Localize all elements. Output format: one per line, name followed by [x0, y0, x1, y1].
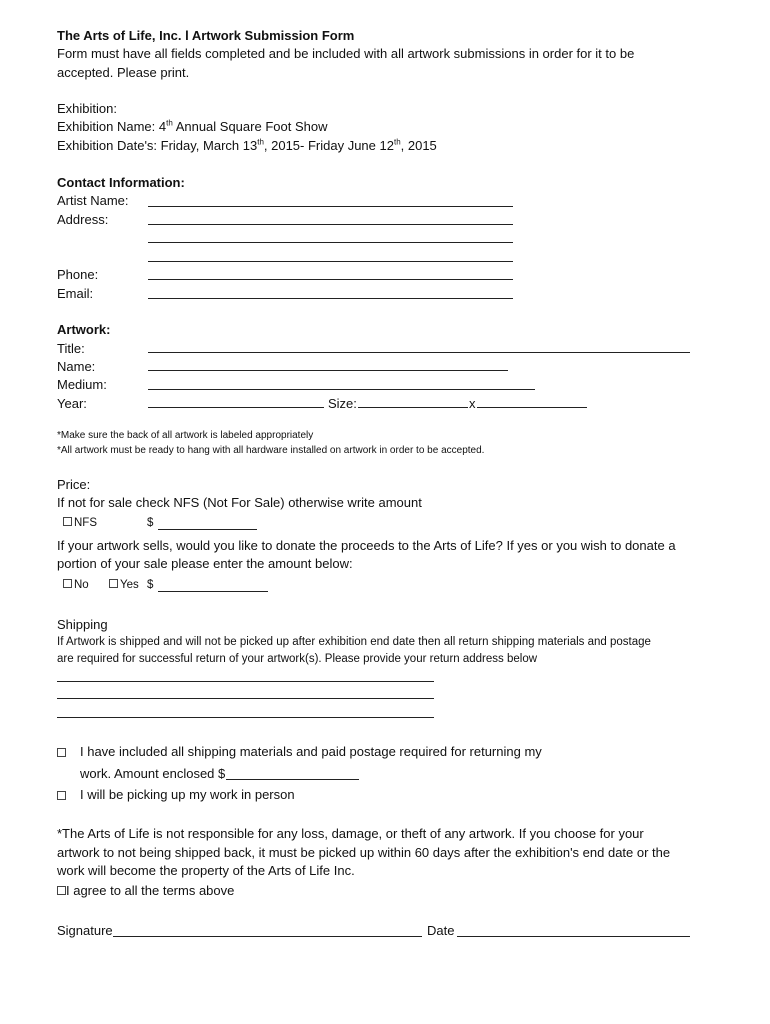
artwork-note-1: *Make sure the back of all artwork is labeled appropriately	[57, 430, 314, 441]
shipping-text-line-1: If Artwork is shipped and will not be picked up after exhibition end date then all return shipping materials and postage	[57, 636, 651, 648]
shipping-text-line-2: are required for successful return of your artwork(s). Please provide your return address below	[57, 653, 538, 665]
address-underline-2	[148, 242, 513, 243]
phone-label: Phone:	[57, 267, 99, 282]
artwork-note-2: *All artwork must be ready to hang with all hardware installed on artwork in order to be accepted.	[57, 445, 485, 456]
artwork-year-field[interactable]	[148, 393, 324, 407]
donate-no-checkbox[interactable]	[63, 579, 72, 588]
exhibition-name: Exhibition Name: 4th Annual Square Foot Show	[57, 118, 328, 134]
artwork-heading: Artwork:	[57, 322, 111, 337]
artwork-name-label: Name:	[57, 359, 96, 374]
terms-text-line-1: *The Arts of Life is not responsible for any loss, damage, or theft of any artwork. If you choose for your	[57, 826, 644, 841]
return-address-field-2[interactable]	[57, 684, 434, 698]
artist-name-label: Artist Name:	[57, 193, 129, 208]
return-address-underline-2	[57, 698, 434, 699]
email-underline	[148, 298, 513, 299]
donate-yes-checkbox[interactable]	[109, 579, 118, 588]
donate-yes-label: Yes	[120, 579, 139, 591]
exhibition-dates: Exhibition Date's: Friday, March 13th, 2015- Friday June 12th, 2015	[57, 137, 437, 153]
amount-enclosed-underline	[226, 779, 359, 780]
return-address-field-1[interactable]	[57, 667, 434, 681]
donate-no-label: No	[74, 579, 89, 591]
artwork-title-underline	[148, 352, 690, 353]
signature-label: Signature	[57, 923, 113, 938]
artwork-size-width-underline	[358, 407, 468, 408]
amount-enclosed-field[interactable]	[226, 765, 359, 779]
agree-terms-label: I agree to all the terms above	[66, 883, 235, 898]
email-label: Email:	[57, 286, 94, 301]
artwork-name-underline	[148, 370, 508, 371]
phone-underline	[148, 279, 513, 280]
donate-text-line-1: If your artwork sells, would you like to donate the proceeds to the Arts of Life? If yes or you wish to donate a	[57, 538, 676, 553]
shipping-heading: Shipping	[57, 617, 108, 632]
donate-amount-field[interactable]	[158, 577, 268, 591]
return-address-field-3[interactable]	[57, 703, 434, 717]
price-dollar-sign: $	[147, 517, 154, 529]
pickup-in-person-checkbox[interactable]	[57, 791, 66, 800]
artwork-medium-label: Medium:	[57, 377, 107, 392]
nfs-label: NFS	[74, 517, 97, 529]
signature-underline	[113, 936, 422, 937]
nfs-checkbox[interactable]	[63, 517, 72, 526]
price-amount-underline	[158, 529, 257, 530]
artwork-title-label: Title:	[57, 341, 85, 356]
shipping-included-text-line-1: I have included all shipping materials and paid postage required for returning my	[80, 744, 542, 759]
artist-name-field[interactable]	[148, 192, 513, 206]
intro-text-line-2: accepted. Please print.	[57, 65, 190, 80]
return-address-underline-3	[57, 717, 434, 718]
address-field-line-3[interactable]	[148, 247, 513, 261]
shipping-included-text-line-2: work. Amount enclosed $	[80, 766, 226, 781]
date-label: Date	[427, 923, 455, 938]
donate-dollar-sign: $	[147, 579, 154, 591]
artist-name-underline	[148, 206, 513, 207]
agree-terms-row[interactable]	[57, 883, 234, 899]
artwork-medium-field[interactable]	[148, 375, 535, 389]
donate-text-line-2: portion of your sale please enter the amount below:	[57, 556, 353, 571]
artwork-size-x: x	[469, 396, 476, 411]
artwork-title-field[interactable]	[148, 338, 690, 352]
artwork-year-underline	[148, 407, 324, 408]
nfs-checkbox-row[interactable]	[63, 516, 97, 531]
price-heading: Price:	[57, 477, 91, 492]
artwork-name-field[interactable]	[148, 356, 508, 370]
artwork-medium-underline	[148, 389, 535, 390]
address-underline-3	[148, 261, 513, 262]
address-field-line-2[interactable]	[148, 228, 513, 242]
signature-field[interactable]	[113, 922, 422, 936]
email-field[interactable]	[148, 284, 513, 298]
return-address-underline-1	[57, 681, 434, 682]
donate-amount-underline	[158, 591, 268, 592]
address-field-line-1[interactable]	[148, 210, 513, 224]
artwork-size-label: Size:	[328, 396, 357, 411]
donate-no-row[interactable]	[63, 578, 89, 593]
terms-text-line-2: artwork to not being shipped back, it must be picked up within 60 days after the exhibition's end date or the	[57, 845, 671, 860]
terms-text-line-3: work will become the property of the Arts of Life Inc.	[57, 863, 355, 878]
intro-text-line-1: Form must have all fields completed and be included with all artwork submissions in order for it to be	[57, 46, 635, 61]
contact-heading: Contact Information:	[57, 175, 185, 190]
artwork-year-label: Year:	[57, 396, 87, 411]
artwork-size-height-field[interactable]	[477, 393, 587, 407]
address-label: Address:	[57, 212, 109, 227]
shipping-included-checkbox[interactable]	[57, 748, 66, 757]
donate-yes-row[interactable]	[109, 578, 139, 593]
price-amount-field[interactable]	[158, 515, 257, 529]
address-underline-1	[148, 224, 513, 225]
date-underline	[457, 936, 690, 937]
price-instruction: If not for sale check NFS (Not For Sale) otherwise write amount	[57, 495, 422, 510]
agree-terms-checkbox[interactable]	[57, 886, 66, 895]
exhibition-heading: Exhibition:	[57, 101, 117, 116]
artwork-size-height-underline	[477, 407, 587, 408]
date-field[interactable]	[457, 922, 690, 936]
pickup-in-person-text: I will be picking up my work in person	[80, 787, 295, 802]
artwork-size-width-field[interactable]	[358, 393, 468, 407]
form-title: The Arts of Life, Inc. l Artwork Submission Form	[57, 28, 355, 43]
phone-field[interactable]	[148, 265, 513, 279]
